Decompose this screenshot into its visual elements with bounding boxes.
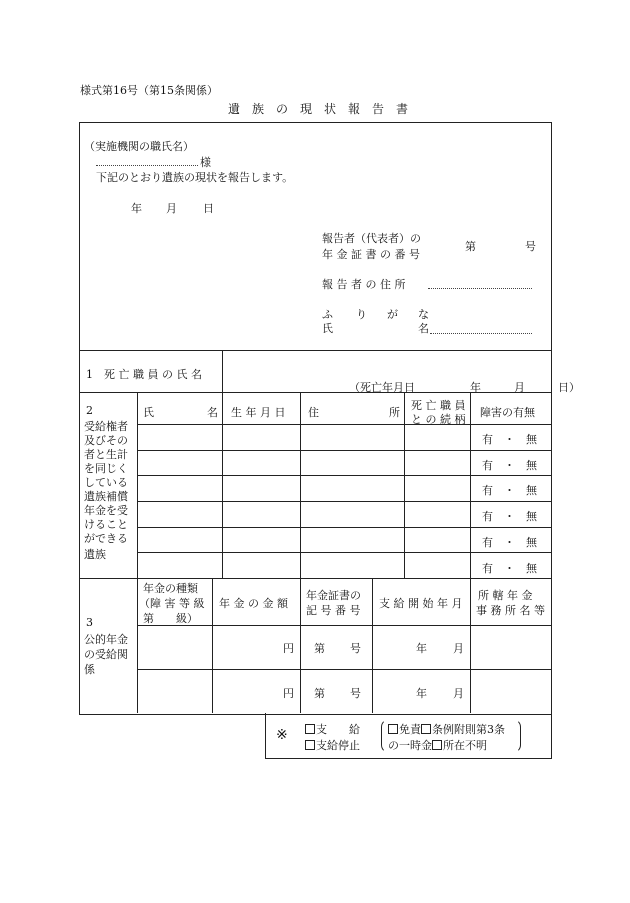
header-office-1: 所 轄 年 金: [478, 589, 533, 602]
cert-dai: 第: [465, 240, 476, 253]
yen-row-1: 円: [283, 642, 294, 655]
divider: [300, 578, 301, 713]
address-line[interactable]: [428, 288, 532, 289]
checkbox-icon[interactable]: [388, 724, 398, 734]
addressee-line[interactable]: [96, 165, 198, 166]
divider: [137, 625, 551, 626]
divider: [404, 392, 405, 578]
header-kind-3: 第 級）: [143, 612, 198, 625]
divider: [137, 501, 551, 502]
header-disability: 障害の有無: [480, 406, 535, 419]
section3-label-2: の受給関: [84, 648, 128, 661]
document-title: 遺 族 の 現 状 報 告 書: [228, 102, 409, 116]
addressee-label: （実施機関の職氏名）: [84, 140, 194, 153]
header-kind-1: 年金の種類: [143, 582, 198, 595]
year-row-2: 年: [416, 687, 427, 700]
header-name-mei: 名: [207, 406, 218, 419]
disability-row-4[interactable]: 有 ・ 無: [482, 510, 537, 523]
header-amount: 年 金 の 金 額: [219, 597, 288, 610]
header-address-ju: 住: [308, 406, 319, 419]
divider: [222, 350, 223, 392]
divider: [137, 669, 551, 670]
name-line[interactable]: [430, 333, 532, 334]
yen-row-2: 円: [283, 687, 294, 700]
death-date: （死亡年月日 年 月 日）: [349, 381, 580, 394]
section3-label-3: 係: [84, 663, 95, 676]
month-row-1: 月: [453, 642, 464, 655]
month-row-2: 月: [453, 687, 464, 700]
divider: [222, 392, 223, 578]
year-row-1: 年: [416, 642, 427, 655]
name-label-mei: 名: [418, 322, 429, 335]
disability-row-6[interactable]: 有 ・ 無: [482, 562, 537, 575]
divider: [137, 578, 138, 713]
divider: [79, 350, 551, 351]
header-relation-2: と の 続 柄: [411, 413, 466, 426]
cert-go: 号: [525, 240, 536, 253]
divider: [212, 578, 213, 713]
furigana-na: な: [418, 308, 429, 321]
opt-lump-row[interactable]: の一時金 所在不明: [388, 739, 487, 752]
dai-row-1: 第: [314, 642, 325, 655]
go-row-1: 号: [350, 642, 361, 655]
disability-row-1[interactable]: 有 ・ 無: [482, 433, 537, 446]
header-address-sho: 所: [389, 406, 400, 419]
section1-label: 1 死 亡 職 員 の 氏 名: [86, 368, 202, 381]
header-cert-1: 年金証書の: [306, 589, 361, 602]
reporter-cert-label-1: 報告者（代表者）の: [322, 232, 421, 245]
intro-text: 下記のとおり遺族の現状を報告します。: [96, 171, 294, 184]
opt-exempt-row[interactable]: 免責 条例附則第3条: [388, 721, 505, 737]
divider: [137, 527, 551, 528]
header-relation-1: 死 亡 職 員: [411, 399, 466, 412]
checkbox-icon[interactable]: [305, 724, 315, 734]
checkbox-icon[interactable]: [421, 724, 431, 734]
header-name-shi: 氏: [143, 406, 154, 419]
divider: [372, 578, 373, 713]
checkbox-icon[interactable]: [305, 740, 315, 750]
note-mark: ※: [276, 727, 288, 743]
form-number: 様式第16号（第15条関係）: [80, 84, 218, 97]
furigana-ri: り: [356, 308, 367, 321]
section3-label-1: 公的年金: [84, 633, 128, 646]
divider: [137, 552, 551, 553]
divider: [137, 392, 138, 578]
reporter-cert-label-2: 年 金 証 書 の 番 号: [322, 248, 420, 261]
date-day: 日: [203, 202, 214, 215]
divider: [470, 392, 471, 578]
name-label-shi: 氏: [322, 322, 333, 335]
divider: [137, 450, 551, 451]
divider: [79, 392, 551, 393]
go-row-2: 号: [350, 687, 361, 700]
disability-row-3[interactable]: 有 ・ 無: [482, 484, 537, 497]
furigana-fu: ふ: [322, 308, 333, 321]
divider: [470, 578, 471, 713]
divider: [300, 392, 301, 578]
dai-row-2: 第: [314, 687, 325, 700]
date-month: 月: [166, 202, 177, 215]
header-start: 支 給 開 始 年 月: [379, 597, 463, 610]
opt-stop[interactable]: 支給停止: [305, 737, 360, 753]
furigana-ga: が: [387, 308, 398, 321]
address-label: 報 告 者 の 住 所: [322, 278, 406, 291]
header-birth: 生 年 月 日: [231, 406, 286, 419]
disability-row-5[interactable]: 有 ・ 無: [482, 536, 537, 549]
header-kind-2: （障 害 等 級: [139, 597, 205, 610]
checkbox-icon[interactable]: [432, 740, 442, 750]
disability-row-2[interactable]: 有 ・ 無: [482, 459, 537, 472]
opt-pay[interactable]: 支 給: [305, 721, 360, 737]
date-year: 年: [131, 202, 142, 215]
sama-label: 様: [200, 156, 211, 169]
header-office-2: 事 務 所 名 等: [476, 604, 545, 617]
divider: [137, 475, 551, 476]
divider: [79, 578, 551, 579]
header-cert-2: 記 号 番 号: [306, 604, 361, 617]
divider: [137, 424, 551, 425]
section3-num: 3: [86, 616, 93, 629]
